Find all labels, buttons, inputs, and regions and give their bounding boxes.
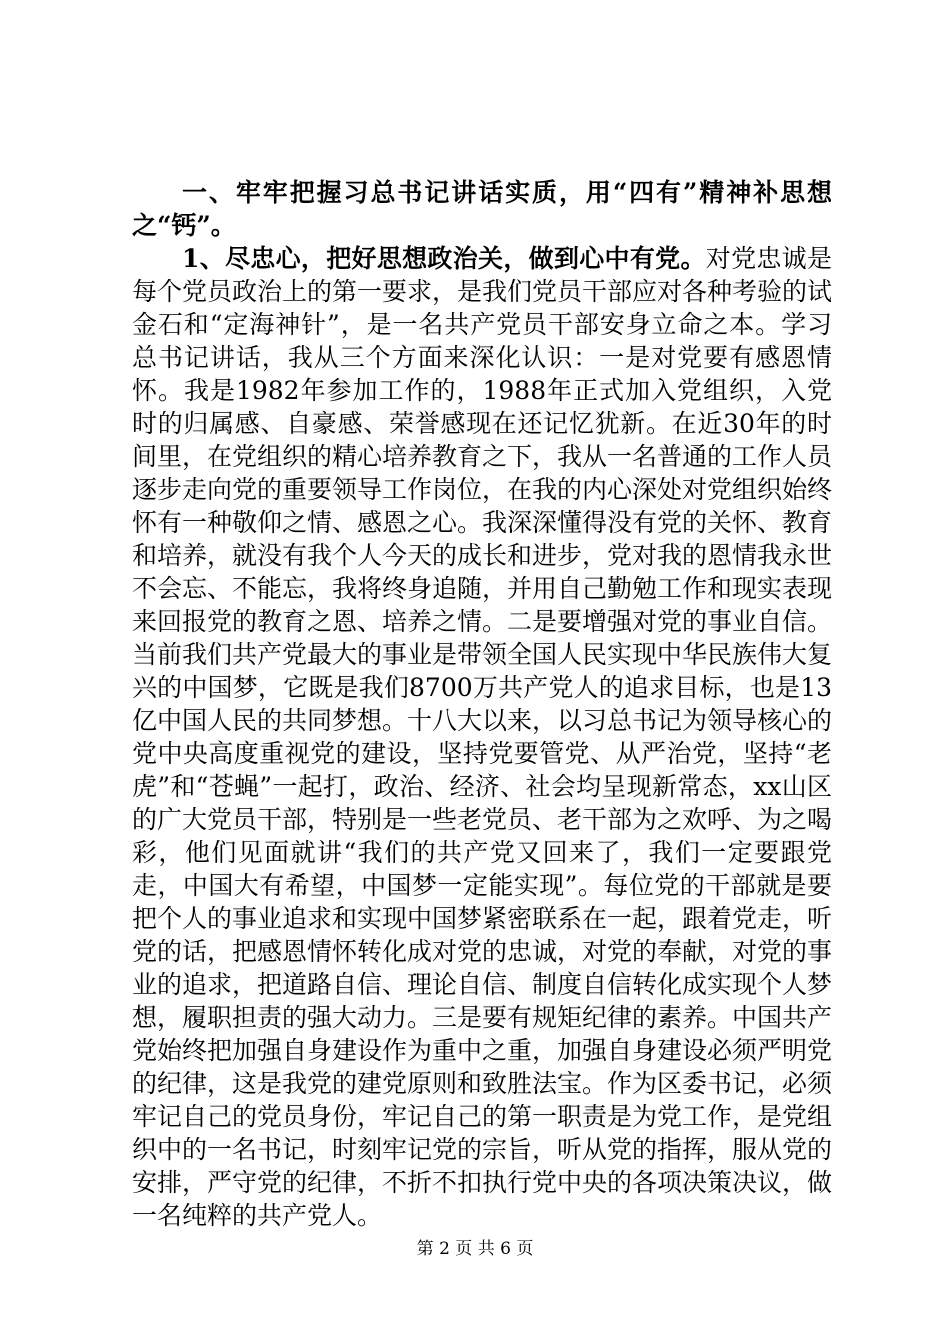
document-body <box>132 176 832 1232</box>
body-paragraph <box>132 242 832 1232</box>
section-heading: 一、牢牢把握习总书记讲话实质，用“四有”精神补思想之“钙”。 <box>132 178 832 240</box>
page-footer: 第 2 页 共 6 页 <box>416 1239 534 1259</box>
paragraph-text: 对党忠诚是每个党员政治上的第一要求，是我们党员干部应对各种考验的试金石和“定海神针”，是一名共产党员干部安身立命之本。学习总书记讲话，我从三个方面来深化认识：一是对党要有感恩情怀。我是1982年参加工作的，1988年正式加入党组织，入党时的归属感、自豪感、荣誉感现在还记忆犹新。在近30年的时间里，在党组织的精心培养教育之下，我从一名普通的工作人员逐步走向党的重要领导工作岗位，在我的内心深处对党组织始终怀有一种敬仰之情、感恩之心。我深深懂得没有党的关怀、教育和培养，就没有我个人今天的成长和进步，党对我的恩情我永世不会忘、不能忘，我将终身追随，并用自己勤勉工作和现实表现来回报党的教育之恩、培养之情。二是要增强对党的事业自信。当前我们共产党最大的事业是带领全国人民实现中华民族伟大复兴的中国梦，它既是我们8700万共产党人的追求目标，也是13亿中国人民的共同梦想。十八大以来，以习总书记为领导核心的党中央高度重视党的建设，坚持党要管党、从严治党，坚持“老虎”和“苍蝇”一起打，政治、经济、社会均呈现新常态，xx山区的广大党员干部，特别是一些老党员、老干部为之欢呼、为之喝彩，他们见面就讲“我们的共产党又回来了，我们一定要跟党走，中国大有希望，中国梦一定能实现”。每位党的干部就是要把个人的事业追求和实现中国梦紧密联系在一起，跟着党走，听党的话，把感恩情怀转化成对党的忠诚，对党的奉献，对党的事业的追求，把道路自信、理论自信、制度自信转化成实现个人梦想，履职担责的强大动力。三是要有规矩纪律的素养。中国共产党始终把加强自身建设作为重中之重，加强自身建设必须严明党的纪律，这是我党的建党原则和致胜法宝。作为区委书记，必须牢记自己的党员身份，牢记自己的第一职责是为党工作，是党组织中的一名书记，时刻牢记党的宗旨，听从党的指挥，服从党的安排，严守党的纪律，不折不扣执行党中央的各项决策决议，做一名纯粹的共产党人。 <box>132 244 833 1230</box>
paragraph-lead: 1、尽忠心，把好思想政治关，做到心中有党。 <box>182 244 706 273</box>
